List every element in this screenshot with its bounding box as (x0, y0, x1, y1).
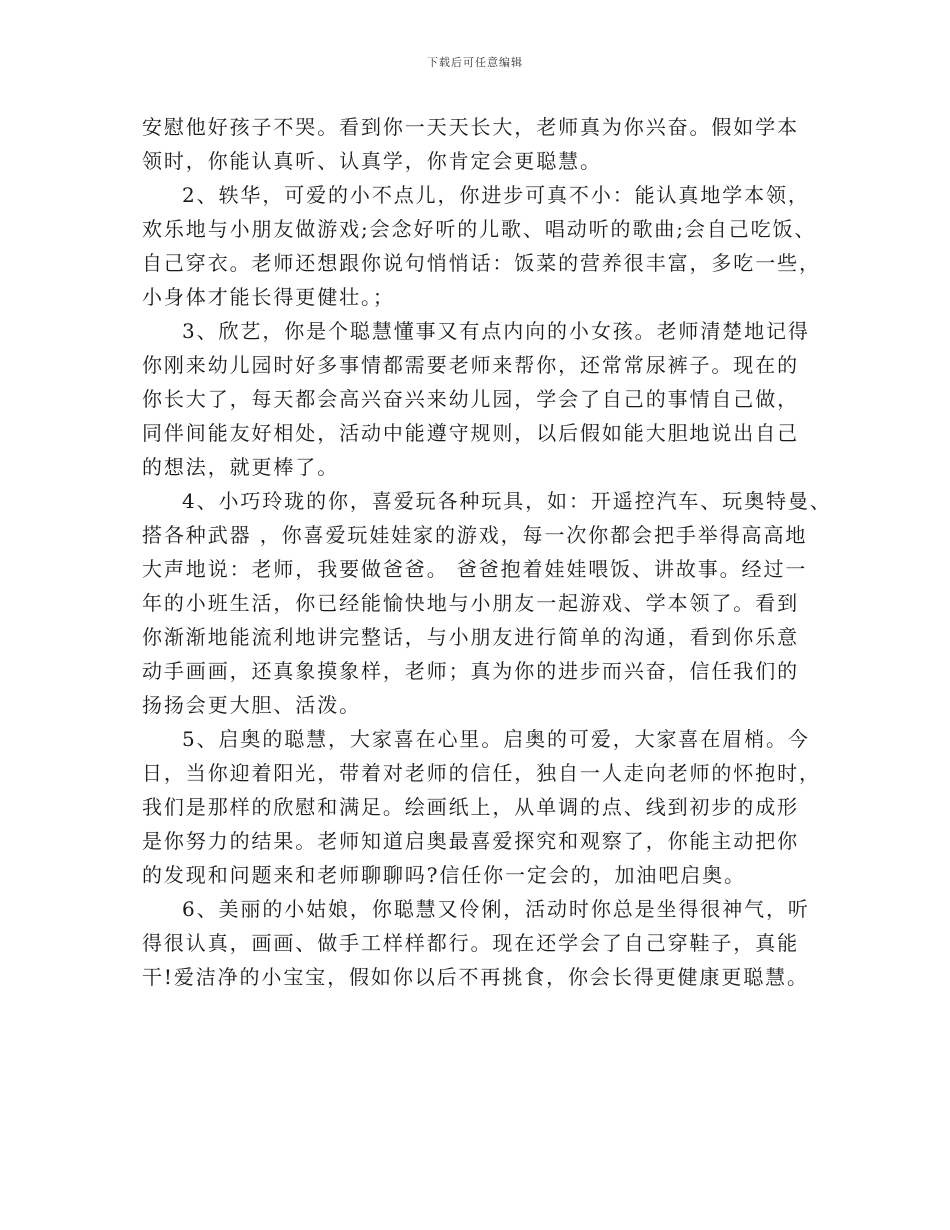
text-line: 干!爱洁净的小宝宝，假如你以后不再挑食，你会长得更健康更聪慧。 (142, 965, 809, 989)
paragraph-start: 2、轶华，可爱的小不点儿，你进步可真不小：能认真地学本领， (182, 183, 810, 207)
text-line: 年的小班生活，你已经能愉快地与小朋友一起游戏、学本领了。看到 (142, 591, 799, 615)
text-line: 动手画画，还真象摸象样，老师；真为你的进步而兴奋，信任我们的 (142, 659, 799, 683)
text-line: 的发现和问题来和老师聊聊吗?信任你一定会的，加油吧启奥。 (142, 863, 746, 887)
text-line: 你渐渐地能流利地讲完整话，与小朋友进行简单的沟通，看到你乐意 (142, 625, 799, 649)
paragraph-start: 4、小巧玲珑的你，喜爱玩各种玩具，如：开遥控汽车、玩奥特曼、 (182, 489, 832, 513)
text-line: 小身体才能长得更健壮。； (142, 285, 395, 309)
document-body (142, 110, 832, 994)
text-line: 得很认真，画画、做手工样样都行。现在还学会了自己穿鞋子，真能 (142, 931, 799, 955)
text-line: 大声地说：老师，我要做爸爸。 爸爸抱着娃娃喂饭、讲故事。经过一 (142, 557, 808, 581)
text-line: 自己穿衣。老师还想跟你说句悄悄话：饭菜的营养很丰富，多吃一些， (142, 251, 821, 275)
text-line: 日，当你迎着阳光，带着对老师的信任，独自一人走向老师的怀抱时， (142, 761, 821, 785)
text-line: 领时，你能认真听、认真学，你肯定会更聪慧。 (142, 149, 602, 173)
text-line: 搭各种武器 ，你喜爱玩娃娃家的游戏，每一次你都会把手举得高高地 (142, 523, 808, 547)
text-line: 你刚来幼儿园时好多事情都需要老师来帮你，还常常尿裤子。现在的 (142, 353, 799, 377)
text-line: 扬扬会更大胆、活泼。 (142, 693, 361, 717)
download-note: 下载后可任意编辑 (427, 56, 523, 69)
text-line: 欢乐地与小朋友做游戏;会念好听的儿歌、唱动听的歌曲;会自己吃饭、 (142, 217, 817, 241)
text-line: 我们是那样的欣慰和满足。绘画纸上，从单调的点、线到初步的成形 (142, 795, 799, 819)
paragraph-start: 5、启奥的聪慧，大家喜在心里。启奥的可爱，大家喜在眉梢。今 (182, 727, 810, 751)
text-line: 是你努力的结果。老师知道启奥最喜爱探究和观察了，你能主动把你 (142, 829, 799, 853)
text-line: 的想法，就更棒了。 (142, 455, 340, 479)
paragraph-start: 3、欣艺，你是个聪慧懂事又有点内向的小女孩。老师清楚地记得 (182, 319, 810, 343)
text-line: 同伴间能友好相处，活动中能遵守规则，以后假如能大胆地说出自己 (142, 421, 799, 445)
text-line: 安慰他好孩子不哭。看到你一天天长大，老师真为你兴奋。假如学本 (142, 115, 799, 139)
text-line: 你长大了，每天都会高兴奋兴来幼儿园，学会了自己的事情自己做， (142, 387, 799, 411)
paragraph-start: 6、美丽的小姑娘，你聪慧又伶俐，活动时你总是坐得很神气，听 (182, 897, 810, 921)
